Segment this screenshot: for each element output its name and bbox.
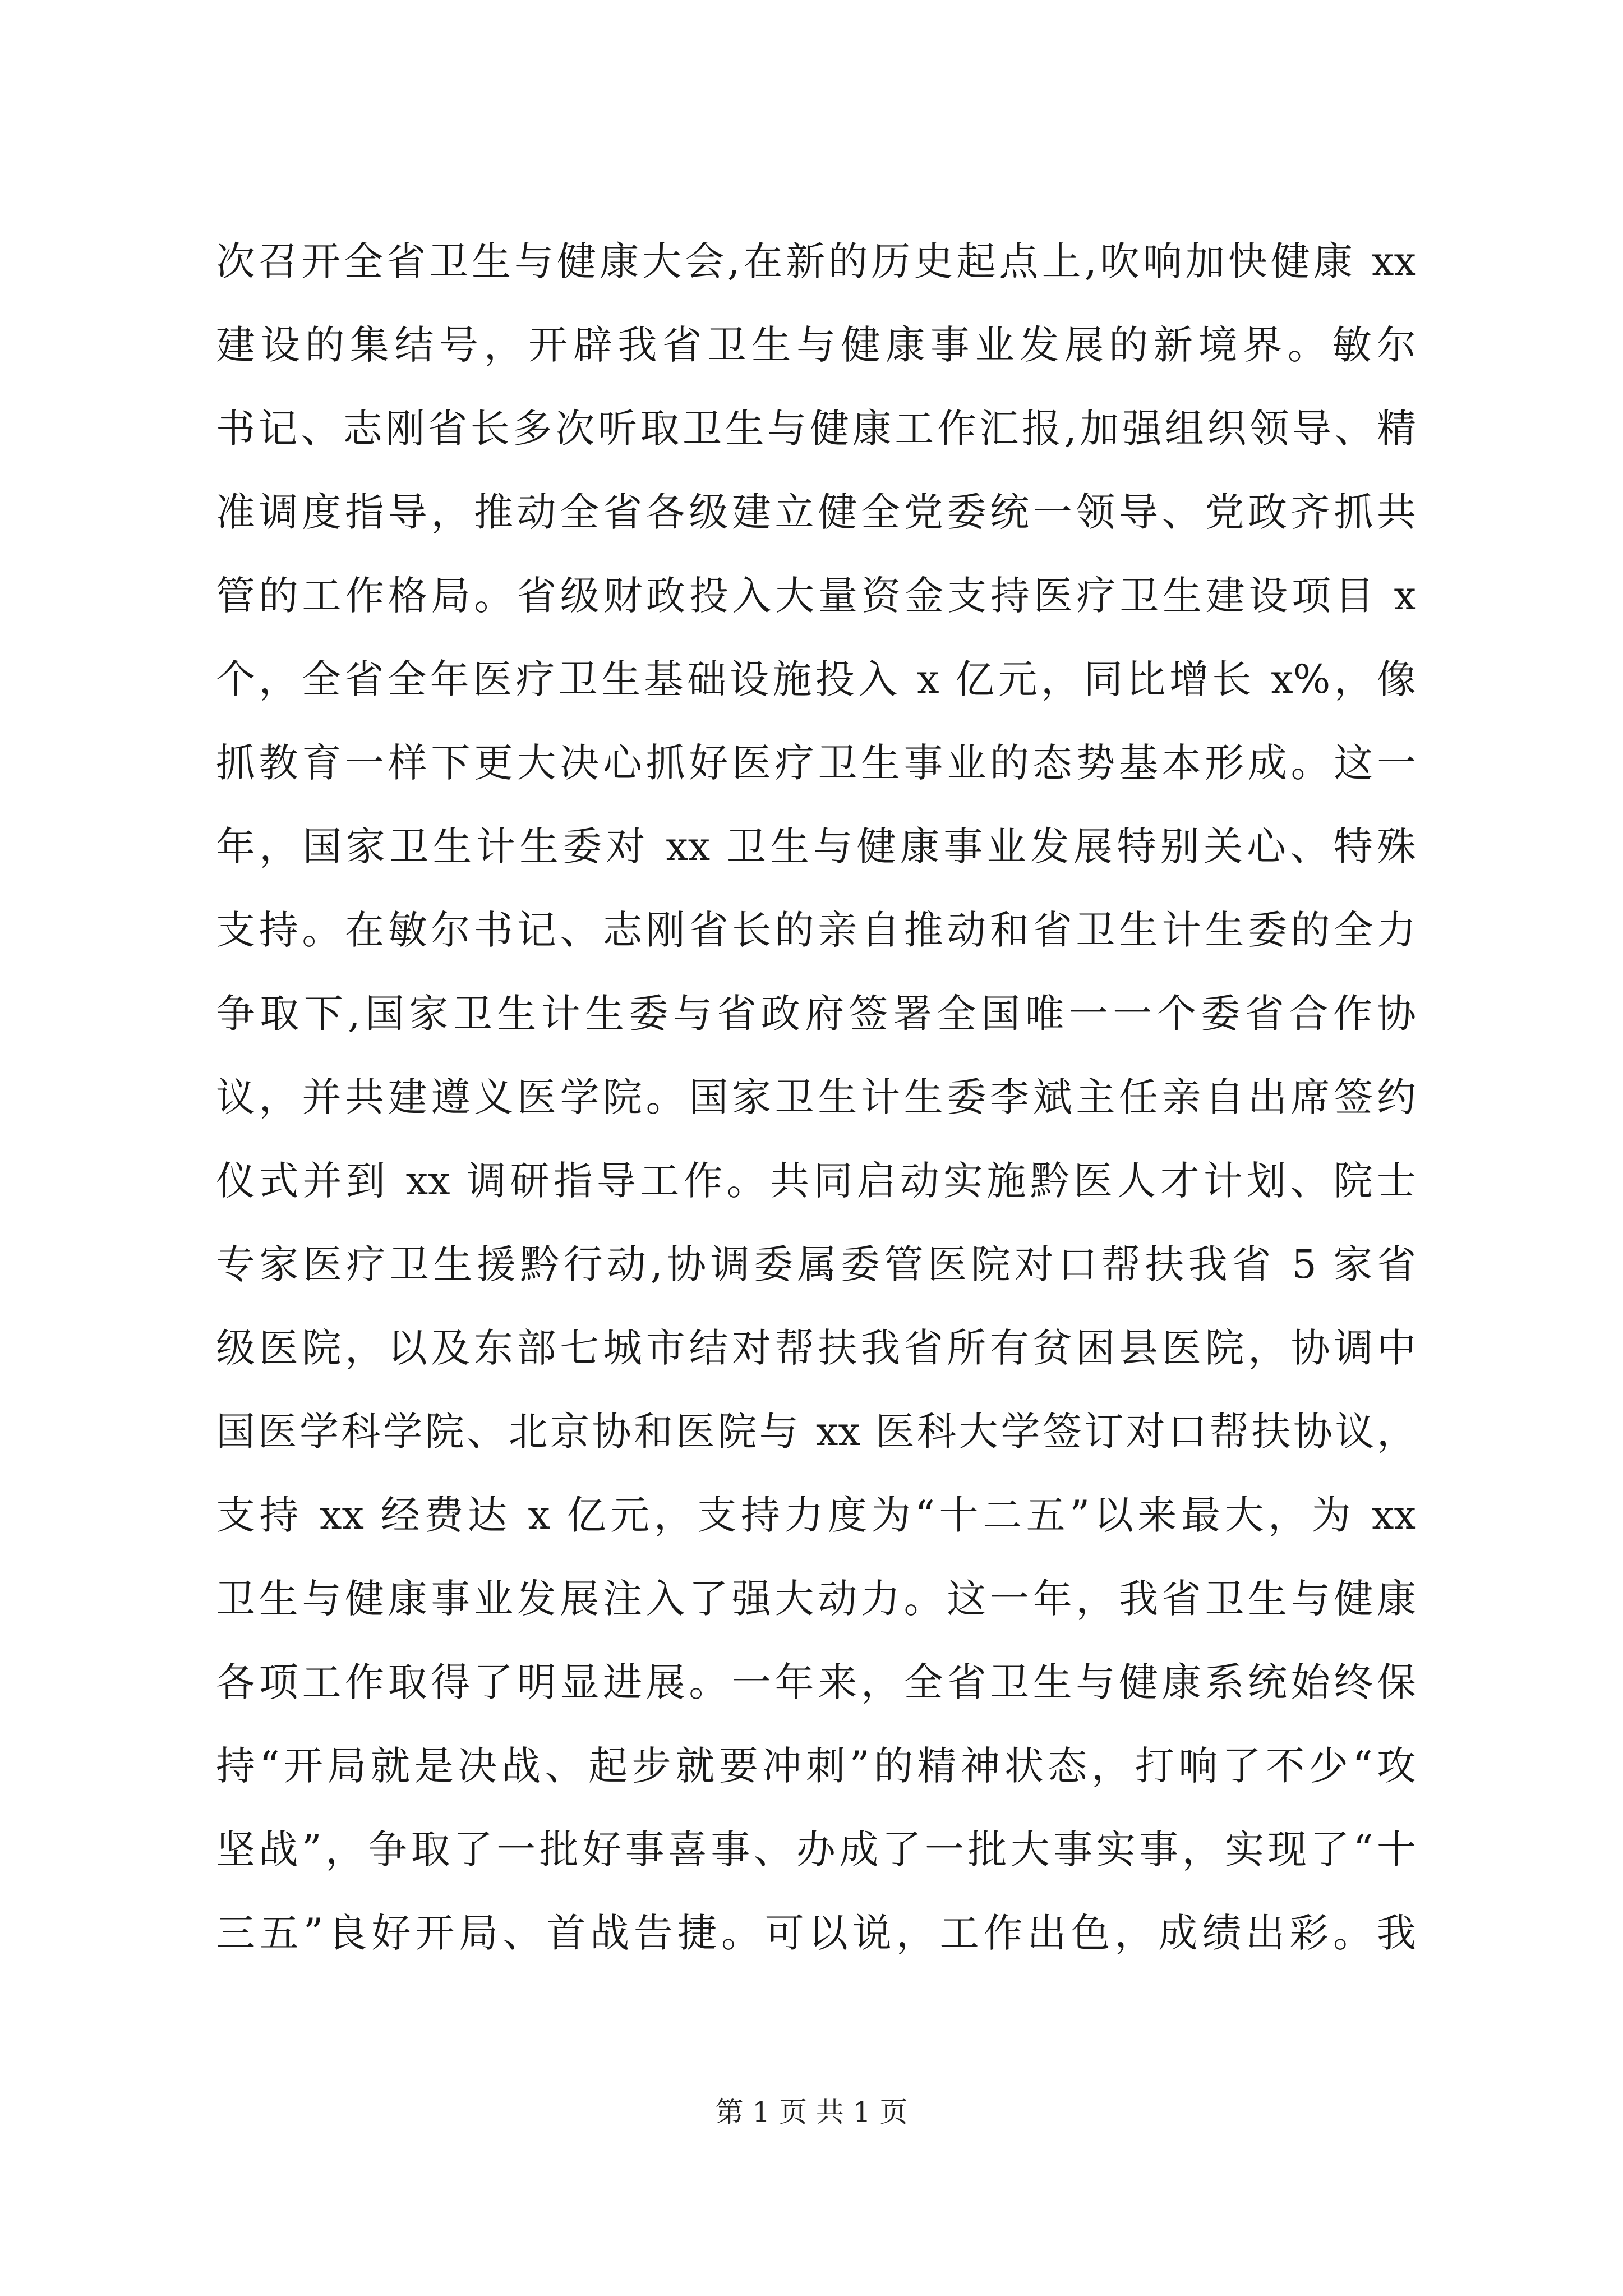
text-line: 书记、志刚省长多次听取卫生与健康工作汇报,加强组织领导、精 (216, 406, 1416, 452)
text-line: 支持 xx 经费达 x 亿元，支持力度为“十二五”以来最大，为 xx (216, 1492, 1416, 1538)
text-line: 次召开全省卫生与健康大会,在新的历史起点上,吹响加快健康 xx (216, 238, 1416, 284)
text-line: 各项工作取得了明显进展。一年来，全省卫生与健康系统始终保 (216, 1659, 1416, 1705)
text-line: 专家医疗卫生援黔行动,协调委属委管医院对口帮扶我省 5 家省 (216, 1241, 1416, 1287)
text-line: 国医学科学院、北京协和医院与 xx 医科大学签订对口帮扶协议， (216, 1409, 1416, 1455)
text-line: 坚战”，争取了一批好事喜事、办成了一批大事实事，实现了“十 (216, 1826, 1416, 1872)
text-line: 年，国家卫生计生委对 xx 卫生与健康事业发展特别关心、特殊 (216, 823, 1416, 869)
text-line: 三五”良好开局、首战告捷。可以说，工作出色，成绩出彩。我 (216, 1910, 1416, 1956)
text-line: 抓教育一样下更大决心抓好医疗卫生事业的态势基本形成。这一 (216, 740, 1416, 786)
text-line: 仪式并到 xx 调研指导工作。共同启动实施黔医人才计划、院士 (216, 1158, 1416, 1204)
text-line: 准调度指导，推动全省各级建立健全党委统一领导、党政齐抓共 (216, 489, 1416, 535)
text-line: 持“开局就是决战、起步就要冲刺”的精神状态，打响了不少“攻 (216, 1743, 1416, 1789)
text-line: 管的工作格局。省级财政投入大量资金支持医疗卫生建设项目 x (216, 573, 1416, 619)
text-line: 支持。在敏尔书记、志刚省长的亲自推动和省卫生计生委的全力 (216, 907, 1416, 953)
text-line: 个，全省全年医疗卫生基础设施投入 x 亿元，同比增长 x%，像 (216, 656, 1416, 702)
text-line: 议，并共建遵义医学院。国家卫生计生委李斌主任亲自出席签约 (216, 1074, 1416, 1120)
text-line: 争取下,国家卫生计生委与省政府签署全国唯一一个委省合作协 (216, 991, 1416, 1037)
text-line: 建设的集结号，开辟我省卫生与健康事业发展的新境界。敏尔 (216, 322, 1416, 368)
text-line: 卫生与健康事业发展注入了强大动力。这一年，我省卫生与健康 (216, 1576, 1416, 1622)
text-line: 级医院，以及东部七城市结对帮扶我省所有贫困县医院，协调中 (216, 1325, 1416, 1371)
body-paragraph (216, 220, 1416, 1975)
page-footer: 第 1 页 共 1 页 (715, 2096, 908, 2128)
